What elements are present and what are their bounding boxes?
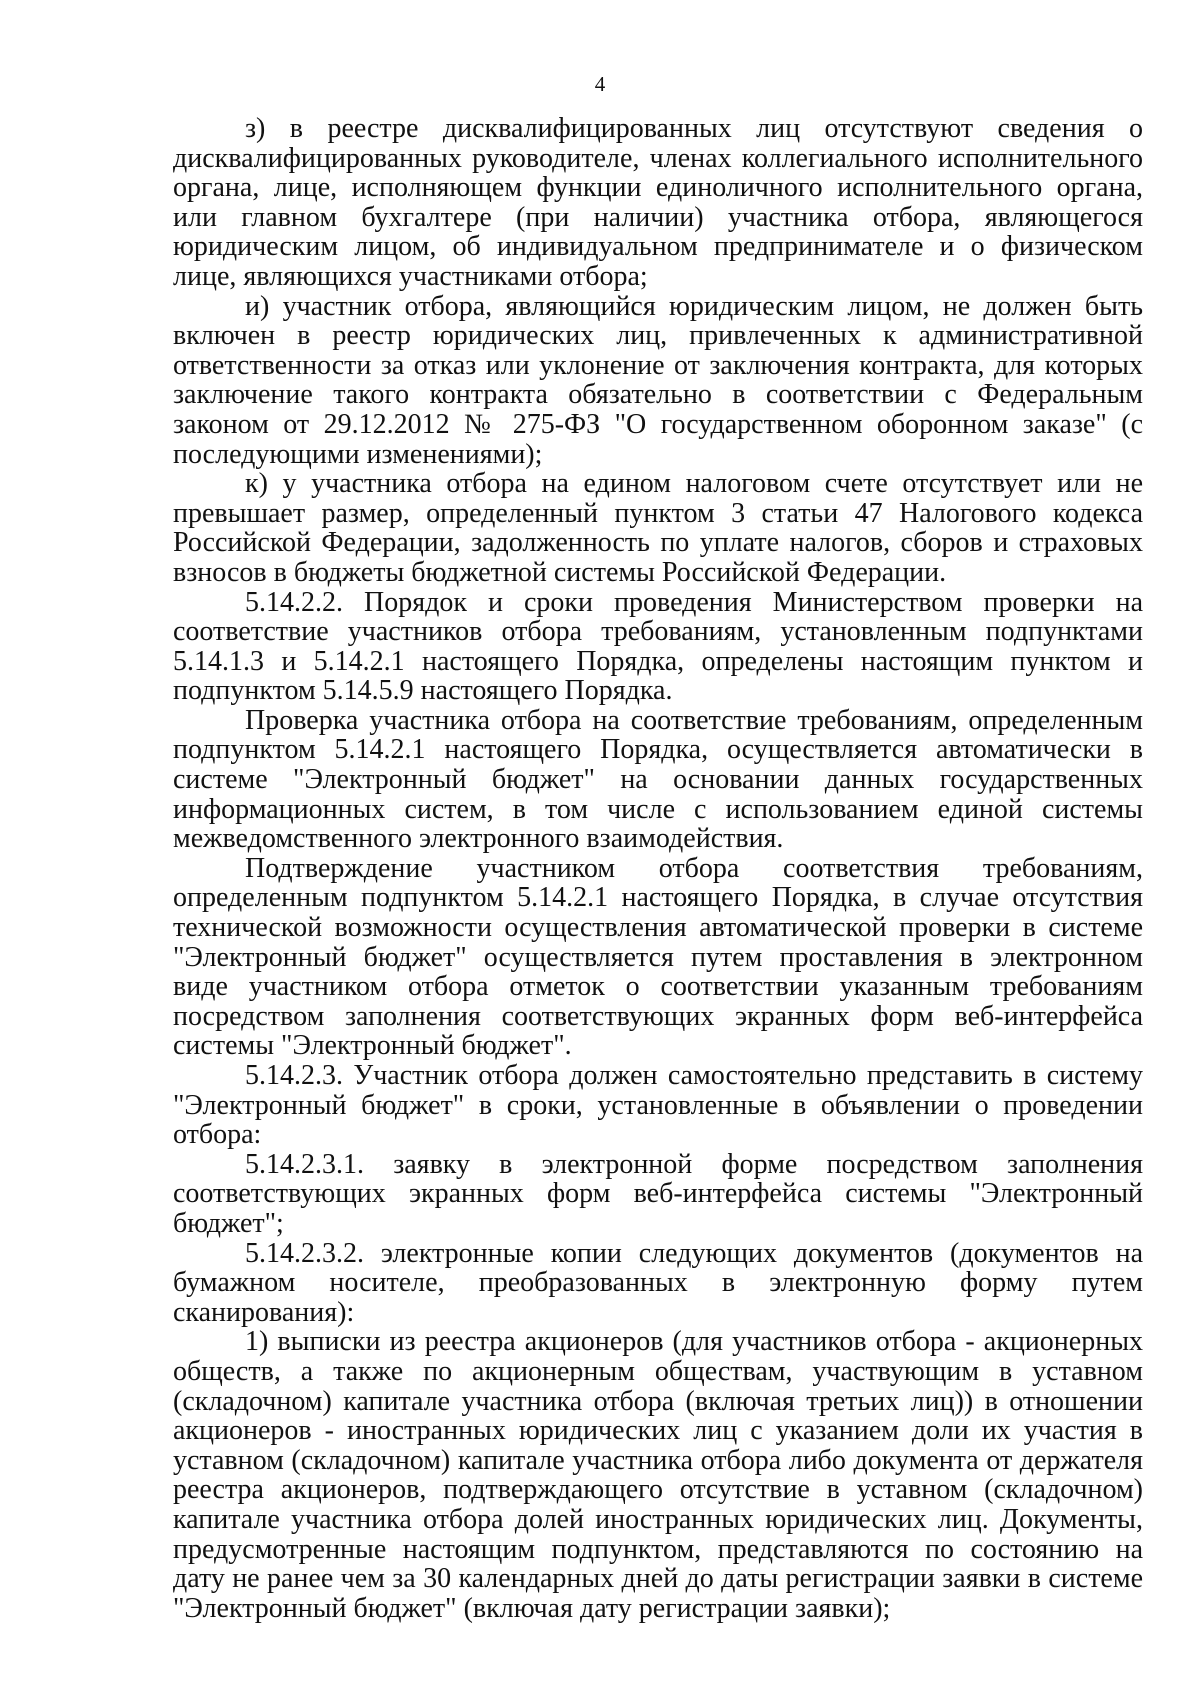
paragraph-5-14-2-3-2: 5.14.2.3.2. электронные копии следующих документов (документов на бумажном носителе, преобразованных в электронную форму путем сканирования): bbox=[173, 1237, 1143, 1328]
page-number: 4 bbox=[594, 72, 606, 96]
paragraph-5-14-2-2: 5.14.2.2. Порядок и сроки проведения Министерством проверки на соответствие участников отбора требованиям, установленным подпунктами 5.14.1.3 и 5.14.2.1 настоящего Порядка, определены настоящим пунктом и подпунктом 5.14.5.9 настоящего Порядка. bbox=[173, 586, 1143, 707]
document-body bbox=[173, 114, 1143, 1623]
paragraph-5-14-2-3-1: 5.14.2.3.1. заявку в электронной форме посредством заполнения соответствующих экранных форм веб-интерфейса системы "Электронный бюджет"; bbox=[173, 1148, 1143, 1239]
paragraph-i: и) участник отбора, являющийся юридическим лицом, не должен быть включен в реестр юридических лиц, привлеченных к административной ответственности за отказ или уклонение от заключения контракта, для которых заключение такого контракта обязательно в соответствии с Федеральным законом от 29.12.2012 № 275-ФЗ "О государственном оборонном заказе" (с последующими изменениями); bbox=[173, 290, 1143, 470]
paragraph-k: к) у участника отбора на едином налоговом счете отсутствует или не превышает размер, определенный пунктом 3 статьи 47 Налогового кодекса Российской Федерации, задолженность по уплате налогов, сборов и страховых взносов в бюджеты бюджетной системы Российской Федерации. bbox=[173, 468, 1143, 588]
paragraph-confirmation: Подтверждение участником отбора соответствия требованиям, определенным подпунктом 5.14.2.1 настоящего Порядка, в случае отсутствия технической возможности осуществления автоматической проверки в системе "Электронный бюджет" осуществляется путем проставления в электронном виде участником отбора отметок о соответствии указанным требованиям посредством заполнения соответствующих экранных форм веб-интерфейса системы "Электронный бюджет". bbox=[173, 852, 1143, 1062]
paragraph-verification: Проверка участника отбора на соответствие требованиям, определенным подпунктом 5.14.2.1 настоящего Порядка, осуществляется автоматически в системе "Электронный бюджет" на основании данных государственных информационных систем, в том числе с использованием единой системы межведомственного электронного взаимодействия. bbox=[173, 704, 1143, 855]
paragraph-5-14-2-3: 5.14.2.3. Участник отбора должен самостоятельно представить в систему "Электронный бюджет" в сроки, установленные в объявлении о проведении отбора: bbox=[173, 1060, 1143, 1151]
paragraph-z: з) в реестре дисквалифицированных лиц отсутствуют сведения о дисквалифицированных руководителе, членах коллегиального исполнительного органа, лице, исполняющем функции единоличного исполнительного органа, или главном бухгалтере (при наличии) участника отбора, являющегося юридическим лицом, об индивидуальном предпринимателе и о физическом лице, являющихся участниками отбора; bbox=[173, 113, 1143, 292]
paragraph-item-1: 1) выписки из реестра акционеров (для участников отбора - акционерных обществ, а также по акционерным обществам, участвующим в уставном (складочном) капитале участника отбора (включая третьих лиц)) в отношении акционеров - иностранных юридических лиц с указанием доли их участия в уставном (складочном) капитале участника отбора либо документа от держателя реестра акционеров, подтверждающего отсутствие в уставном (складочном) капитале участника отбора долей иностранных юридических лиц. Документы, предусмотренные настоящим подпунктом, представляются по состоянию на дату не ранее чем за 30 календарных дней до даты регистрации заявки в системе "Электронный бюджет" (включая дату регистрации заявки); bbox=[173, 1326, 1143, 1624]
